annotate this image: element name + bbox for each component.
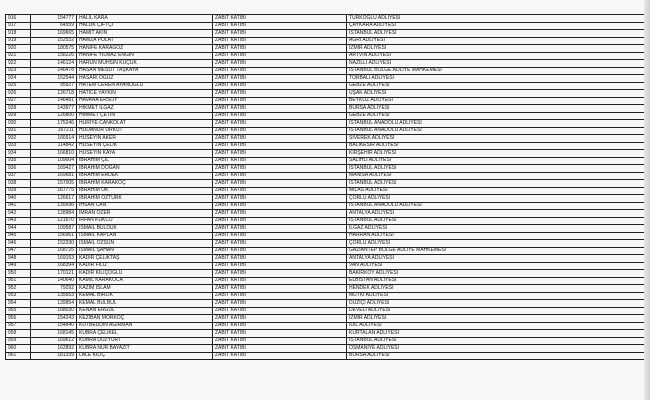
table-row	[6, 270, 650, 278]
courthouse-cell: ÇORLU ADLİYESİ	[347, 240, 650, 248]
job-title-cell: ZABIT KATİBİ	[213, 15, 347, 23]
table-row	[6, 30, 650, 38]
courthouse-cell: TÜRKOĞLU ADLİYESİ	[347, 15, 650, 23]
table-row	[6, 217, 650, 225]
table-row	[6, 22, 650, 30]
registry-number-cell: 109004	[31, 157, 77, 165]
full-name-cell: İHSAN CAN	[77, 202, 213, 210]
full-name-cell: HİMMET ÇETİN	[77, 112, 213, 120]
table-row	[6, 127, 650, 135]
full-name-cell: HÜSEYİN ÇELİK	[77, 142, 213, 150]
courthouse-cell: DEVELİ ADLİYESİ	[347, 307, 650, 315]
job-title-cell: ZABIT KATİBİ	[213, 187, 347, 195]
courthouse-cell: SİVEREK ADLİYESİ	[347, 135, 650, 143]
job-title-cell: ZABIT KATİBİ	[213, 67, 347, 75]
registry-number-cell: 146478	[31, 67, 77, 75]
registry-number-cell: 169681	[31, 172, 77, 180]
courthouse-cell: İDİL ADLİYESİ	[347, 322, 650, 330]
full-name-cell: KUTBEDDİN AĞIRMAN	[77, 322, 213, 330]
scan-edge	[644, 0, 650, 400]
registry-number-cell: 180575	[31, 45, 77, 53]
job-title-cell: ZABIT KATİBİ	[213, 157, 347, 165]
registry-number-cell: 152330	[31, 240, 77, 248]
job-title-cell: ZABIT KATİBİ	[213, 352, 347, 360]
row-number-cell: 928	[6, 105, 31, 113]
registry-number-cell: 154840	[31, 322, 77, 330]
full-name-cell: HAVANA ERSOY	[77, 97, 213, 105]
full-name-cell: HANİFE KARAGÖZ	[77, 45, 213, 53]
table-row	[6, 75, 650, 83]
registry-number-cell: 169612	[31, 337, 77, 345]
full-name-cell: HALUK ÇİFTÇİ	[77, 22, 213, 30]
job-title-cell: ZABIT KATİBİ	[213, 337, 347, 345]
job-title-cell: ZABIT KATİBİ	[213, 300, 347, 308]
job-title-cell: ZABIT KATİBİ	[213, 270, 347, 278]
table-row	[6, 202, 650, 210]
row-number-cell: 953	[6, 292, 31, 300]
staff-table-body	[6, 15, 650, 360]
job-title-cell: ZABIT KATİBİ	[213, 22, 347, 30]
courthouse-cell: İSTANBUL ADLİYESİ	[347, 30, 650, 38]
courthouse-cell: GAZİANTEP BÖLGE ADLİYE MAHKEMESİ	[347, 247, 650, 255]
registry-number-cell: 146481	[31, 97, 77, 105]
table-row	[6, 240, 650, 248]
row-number-cell: 955	[6, 307, 31, 315]
full-name-cell: İSMAİL KAPLAN	[77, 232, 213, 240]
row-number-cell: 929	[6, 112, 31, 120]
table-row	[6, 262, 650, 270]
table-row	[6, 15, 650, 23]
courthouse-cell: NAZİLLİ ADLİYESİ	[347, 60, 650, 68]
table-row	[6, 60, 650, 68]
table-row	[6, 195, 650, 203]
registry-number-cell: 140640	[31, 277, 77, 285]
registry-number-cell: 79292	[31, 285, 77, 293]
row-number-cell: 927	[6, 97, 31, 105]
job-title-cell: ZABIT KATİBİ	[213, 60, 347, 68]
row-number-cell: 947	[6, 247, 31, 255]
table-row	[6, 97, 650, 105]
courthouse-cell: İZMİR ADLİYESİ	[347, 45, 650, 53]
courthouse-cell: UŞAK ADLİYESİ	[347, 90, 650, 98]
row-number-cell: 940	[6, 195, 31, 203]
table-row	[6, 150, 650, 158]
full-name-cell: HALİL KARA	[77, 15, 213, 23]
registry-number-cell: 135653	[31, 292, 77, 300]
full-name-cell: İBRAHİM ERDEK	[77, 172, 213, 180]
row-number-cell: 924	[6, 75, 31, 83]
registry-number-cell: 128984	[31, 210, 77, 218]
registry-number-cell: 168394	[31, 262, 77, 270]
registry-number-cell: 168030	[31, 307, 77, 315]
job-title-cell: ZABIT KATİBİ	[213, 262, 347, 270]
full-name-cell: KEMAL BÜLBÜL	[77, 300, 213, 308]
row-number-cell: 943	[6, 217, 31, 225]
job-title-cell: ZABIT KATİBİ	[213, 37, 347, 45]
full-name-cell: İMRAN ÖZER	[77, 210, 213, 218]
row-number-cell: 959	[6, 337, 31, 345]
job-title-cell: ZABIT KATİBİ	[213, 232, 347, 240]
full-name-cell: HİKMET ILGAZ	[77, 105, 213, 113]
row-number-cell: 933	[6, 142, 31, 150]
courthouse-cell: BAKIRKÖY ADLİYESİ	[347, 270, 650, 278]
row-number-cell: 921	[6, 52, 31, 60]
job-title-cell: ZABIT KATİBİ	[213, 135, 347, 143]
full-name-cell: İBRAHİM ÖZTÜRK	[77, 195, 213, 203]
full-name-cell: KAMİL KARAKOCA	[77, 277, 213, 285]
row-number-cell: 923	[6, 67, 31, 75]
job-title-cell: ZABIT KATİBİ	[213, 307, 347, 315]
row-number-cell: 942	[6, 210, 31, 218]
full-name-cell: İSMAİL ÖZSÜN	[77, 240, 213, 248]
table-row	[6, 67, 650, 75]
courthouse-cell: MUTKİ ADLİYESİ	[347, 292, 650, 300]
job-title-cell: ZABIT KATİBİ	[213, 210, 347, 218]
job-title-cell: ZABIT KATİBİ	[213, 225, 347, 233]
job-title-cell: ZABIT KATİBİ	[213, 247, 347, 255]
job-title-cell: ZABIT KATİBİ	[213, 330, 347, 338]
full-name-cell: HÜSEYİN KAYA	[77, 150, 213, 158]
table-row	[6, 172, 650, 180]
full-name-cell: HANİFE YILMAZ ENGİN	[77, 52, 213, 60]
courthouse-cell: HARRAN ADLİYESİ	[347, 232, 650, 240]
row-number-cell: 922	[6, 60, 31, 68]
table-row	[6, 157, 650, 165]
job-title-cell: ZABIT KATİBİ	[213, 112, 347, 120]
full-name-cell: HATİCE YAYKIN	[77, 90, 213, 98]
full-name-cell: İBRAHİM KARAKOÇ	[77, 180, 213, 188]
row-number-cell: 938	[6, 180, 31, 188]
row-number-cell: 941	[6, 202, 31, 210]
registry-number-cell: 158226	[31, 52, 77, 60]
full-name-cell: KAZIM İSLAM	[77, 285, 213, 293]
courthouse-cell: TORBALI ADLİYESİ	[347, 75, 650, 83]
table-row	[6, 255, 650, 263]
registry-number-cell: 64559	[31, 22, 77, 30]
registry-number-cell: 126617	[31, 195, 77, 203]
registry-number-cell: 175246	[31, 120, 77, 128]
row-number-cell: 919	[6, 37, 31, 45]
registry-number-cell: 157005	[31, 180, 77, 188]
registry-number-cell: 121670	[31, 217, 77, 225]
registry-number-cell: 167211	[31, 127, 77, 135]
job-title-cell: ZABIT KATİBİ	[213, 202, 347, 210]
full-name-cell: HÜDANUR ÜRKÜT	[77, 127, 213, 135]
full-name-cell: İRFAN KÜKCÜ	[77, 217, 213, 225]
registry-number-cell: 162892	[31, 345, 77, 353]
courthouse-cell: ANTALYA ADLİYESİ	[347, 255, 650, 263]
row-number-cell: 944	[6, 225, 31, 233]
full-name-cell: İSMAİL ŞAHAN	[77, 247, 213, 255]
job-title-cell: ZABIT KATİBİ	[213, 45, 347, 53]
job-title-cell: ZABIT KATİBİ	[213, 277, 347, 285]
registry-number-cell: 139954	[31, 300, 77, 308]
full-name-cell: İBRAHİM OK	[77, 187, 213, 195]
registry-number-cell: 143977	[31, 105, 77, 113]
courthouse-cell: ELBİSTAN ADLİYESİ	[347, 277, 650, 285]
job-title-cell: ZABIT KATİBİ	[213, 82, 347, 90]
courthouse-cell: KURTALAN ADLİYESİ	[347, 330, 650, 338]
job-title-cell: ZABIT KATİBİ	[213, 292, 347, 300]
row-number-cell: 926	[6, 90, 31, 98]
job-title-cell: ZABIT KATİBİ	[213, 150, 347, 158]
row-number-cell: 935	[6, 157, 31, 165]
full-name-cell: HARUN MUHSİN KÜÇÜK	[77, 60, 213, 68]
table-row	[6, 112, 650, 120]
job-title-cell: ZABIT KATİBİ	[213, 172, 347, 180]
row-number-cell: 961	[6, 352, 31, 360]
table-row	[6, 135, 650, 143]
registry-number-cell: 166514	[31, 135, 77, 143]
table-row	[6, 330, 650, 338]
table-row	[6, 307, 650, 315]
row-number-cell: 939	[6, 187, 31, 195]
full-name-cell: İBRAHİM DOĞAN	[77, 165, 213, 173]
registry-number-cell: 169153	[31, 255, 77, 263]
table-row	[6, 232, 650, 240]
table-row	[6, 277, 650, 285]
courthouse-cell: BURSA ADLİYESİ	[347, 352, 650, 360]
courthouse-cell: İSTANBUL ADLİYESİ	[347, 165, 650, 173]
row-number-cell: 949	[6, 262, 31, 270]
courthouse-cell: MİLAS ADLİYESİ	[347, 187, 650, 195]
registry-number-cell: 181339	[31, 352, 77, 360]
registry-number-cell: 152544	[31, 75, 77, 83]
job-title-cell: ZABIT KATİBİ	[213, 30, 347, 38]
registry-number-cell: 154243	[31, 315, 77, 323]
row-number-cell: 945	[6, 232, 31, 240]
table-row	[6, 292, 650, 300]
full-name-cell: HAMZA POLAT	[77, 37, 213, 45]
row-number-cell: 952	[6, 285, 31, 293]
full-name-cell: KEMAL BİRLİK	[77, 292, 213, 300]
table-row	[6, 105, 650, 113]
row-number-cell: 936	[6, 165, 31, 173]
full-name-cell: HATEM CEREN AYANOĞLU	[77, 82, 213, 90]
table-row	[6, 180, 650, 188]
registry-number-cell: 169427	[31, 165, 77, 173]
courthouse-cell: OSMANİYE ADLİYESİ	[347, 345, 650, 353]
registry-number-cell: 168725	[31, 247, 77, 255]
row-number-cell: 937	[6, 172, 31, 180]
courthouse-cell: DÜZİÇİ ADLİYESİ	[347, 300, 650, 308]
full-name-cell: KÜBRA NUR BAYAZIT	[77, 345, 213, 353]
row-number-cell: 958	[6, 330, 31, 338]
full-name-cell: HAMİT AKIN	[77, 30, 213, 38]
table-row	[6, 300, 650, 308]
registry-number-cell: 154777	[31, 15, 77, 23]
full-name-cell: KADİR FİLİZ	[77, 262, 213, 270]
row-number-cell: 930	[6, 120, 31, 128]
table-row	[6, 352, 650, 360]
table-row	[6, 120, 650, 128]
row-number-cell: 957	[6, 322, 31, 330]
job-title-cell: ZABIT KATİBİ	[213, 345, 347, 353]
job-title-cell: ZABIT KATİBİ	[213, 180, 347, 188]
row-number-cell: 920	[6, 45, 31, 53]
registry-number-cell: 170121	[31, 270, 77, 278]
job-title-cell: ZABIT KATİBİ	[213, 52, 347, 60]
full-name-cell: HÜSEYİN AKER	[77, 135, 213, 143]
job-title-cell: ZABIT KATİBİ	[213, 105, 347, 113]
table-row	[6, 165, 650, 173]
row-number-cell: 931	[6, 127, 31, 135]
courthouse-cell: VAN ADLİYESİ	[347, 262, 650, 270]
row-number-cell: 956	[6, 315, 31, 323]
table-row	[6, 345, 650, 353]
job-title-cell: ZABIT KATİBİ	[213, 142, 347, 150]
table-row	[6, 315, 650, 323]
registry-number-cell: 95927	[31, 82, 77, 90]
full-name-cell: KADİR ÇELİKTAŞ	[77, 255, 213, 263]
courthouse-cell: ÇAYKARA ADLİYESİ	[347, 22, 650, 30]
table-row	[6, 187, 650, 195]
row-number-cell: 946	[6, 240, 31, 248]
registry-number-cell: 166810	[31, 150, 77, 158]
full-name-cell: LALE KILIÇ	[77, 352, 213, 360]
full-name-cell: KADİR KILIÇOĞLU	[77, 270, 213, 278]
table-row	[6, 225, 650, 233]
table-row	[6, 82, 650, 90]
row-number-cell: 925	[6, 82, 31, 90]
registry-number-cell: 135696	[31, 202, 77, 210]
courthouse-cell: GEBZE ADLİYESİ	[347, 112, 650, 120]
registry-number-cell: 167775	[31, 187, 77, 195]
row-number-cell: 951	[6, 277, 31, 285]
courthouse-cell: İSTANBUL ANADOLU ADLİYESİ	[347, 202, 650, 210]
courthouse-cell: İSTANBUL BÖLGE ADLİYE MAHKEMESİ	[347, 67, 650, 75]
full-name-cell: KÜBRA DÜZYURT	[77, 337, 213, 345]
registry-number-cell: 156961	[31, 232, 77, 240]
row-number-cell: 960	[6, 345, 31, 353]
row-number-cell: 918	[6, 30, 31, 38]
full-name-cell: KENAN ERGÜL	[77, 307, 213, 315]
job-title-cell: ZABIT KATİBİ	[213, 285, 347, 293]
row-number-cell: 932	[6, 135, 31, 143]
courthouse-cell: SALİHLİ ADLİYESİ	[347, 157, 650, 165]
table-row	[6, 285, 650, 293]
registry-number-cell: 169665	[31, 30, 77, 38]
table-row	[6, 90, 650, 98]
courthouse-cell: ILGAZ ADLİYESİ	[347, 225, 650, 233]
job-title-cell: ZABIT KATİBİ	[213, 90, 347, 98]
table-row	[6, 45, 650, 53]
table-row	[6, 337, 650, 345]
job-title-cell: ZABIT KATİBİ	[213, 165, 347, 173]
courthouse-cell: GEBZE ADLİYESİ	[347, 82, 650, 90]
registry-number-cell: 152532	[31, 37, 77, 45]
full-name-cell: KEZİBAN MORKOÇ	[77, 315, 213, 323]
staff-table	[5, 14, 650, 360]
courthouse-cell: İZMİR ADLİYESİ	[347, 315, 650, 323]
table-row	[6, 142, 650, 150]
job-title-cell: ZABIT KATİBİ	[213, 315, 347, 323]
table-row	[6, 37, 650, 45]
courthouse-cell: AĞRI ADLİYESİ	[347, 37, 650, 45]
full-name-cell: İBRAHİM ÇİL	[77, 157, 213, 165]
job-title-cell: ZABIT KATİBİ	[213, 217, 347, 225]
courthouse-cell: BEYKOZ ADLİYESİ	[347, 97, 650, 105]
registry-number-cell: 114842	[31, 142, 77, 150]
courthouse-cell: İSTANBUL ADLİYESİ	[347, 217, 650, 225]
registry-number-cell: 126718	[31, 90, 77, 98]
row-number-cell: 948	[6, 255, 31, 263]
registry-number-cell: 126800	[31, 112, 77, 120]
row-number-cell: 916	[6, 15, 31, 23]
job-title-cell: ZABIT KATİBİ	[213, 195, 347, 203]
row-number-cell: 950	[6, 270, 31, 278]
courthouse-cell: ANTALYA ADLİYESİ	[347, 210, 650, 218]
courthouse-cell: MANİSA ADLİYESİ	[347, 172, 650, 180]
job-title-cell: ZABIT KATİBİ	[213, 75, 347, 83]
courthouse-cell: BALIKESİR ADLİYESİ	[347, 142, 650, 150]
courthouse-cell: KIRŞEHİR ADLİYESİ	[347, 150, 650, 158]
courthouse-cell: ÇORLU ADLİYESİ	[347, 195, 650, 203]
registry-number-cell: 109587	[31, 225, 77, 233]
job-title-cell: ZABIT KATİBİ	[213, 120, 347, 128]
courthouse-cell: İSTANBUL ADLİYESİ	[347, 337, 650, 345]
table-row	[6, 322, 650, 330]
job-title-cell: ZABIT KATİBİ	[213, 127, 347, 135]
job-title-cell: ZABIT KATİBİ	[213, 322, 347, 330]
full-name-cell: KÜBRA ÇELİKEL	[77, 330, 213, 338]
courthouse-cell: ARTVİN ADLİYESİ	[347, 52, 650, 60]
row-number-cell: 934	[6, 150, 31, 158]
courthouse-cell: BURSA ADLİYESİ	[347, 105, 650, 113]
job-title-cell: ZABIT KATİBİ	[213, 97, 347, 105]
registry-number-cell: 168145	[31, 330, 77, 338]
row-number-cell: 917	[6, 22, 31, 30]
full-name-cell: İSMAİL BULDUK	[77, 225, 213, 233]
table-row	[6, 210, 650, 218]
full-name-cell: HASARİ OĞUZ	[77, 75, 213, 83]
courthouse-cell: İSTANBUL ADLİYESİ	[347, 180, 650, 188]
table-row	[6, 52, 650, 60]
job-title-cell: ZABIT KATİBİ	[213, 240, 347, 248]
job-title-cell: ZABIT KATİBİ	[213, 255, 347, 263]
table-row	[6, 247, 650, 255]
courthouse-cell: İSTANBUL ANADOLU ADLİYESİ	[347, 120, 650, 128]
courthouse-cell: HENDEK ADLİYESİ	[347, 285, 650, 293]
row-number-cell: 954	[6, 300, 31, 308]
full-name-cell: HASAN MESUT TAŞKAYA	[77, 67, 213, 75]
registry-number-cell: 146124	[31, 60, 77, 68]
courthouse-cell: İSTANBUL ANADOLU ADLİYESİ	[347, 127, 650, 135]
full-name-cell: HURİYE CANKOLAT	[77, 120, 213, 128]
